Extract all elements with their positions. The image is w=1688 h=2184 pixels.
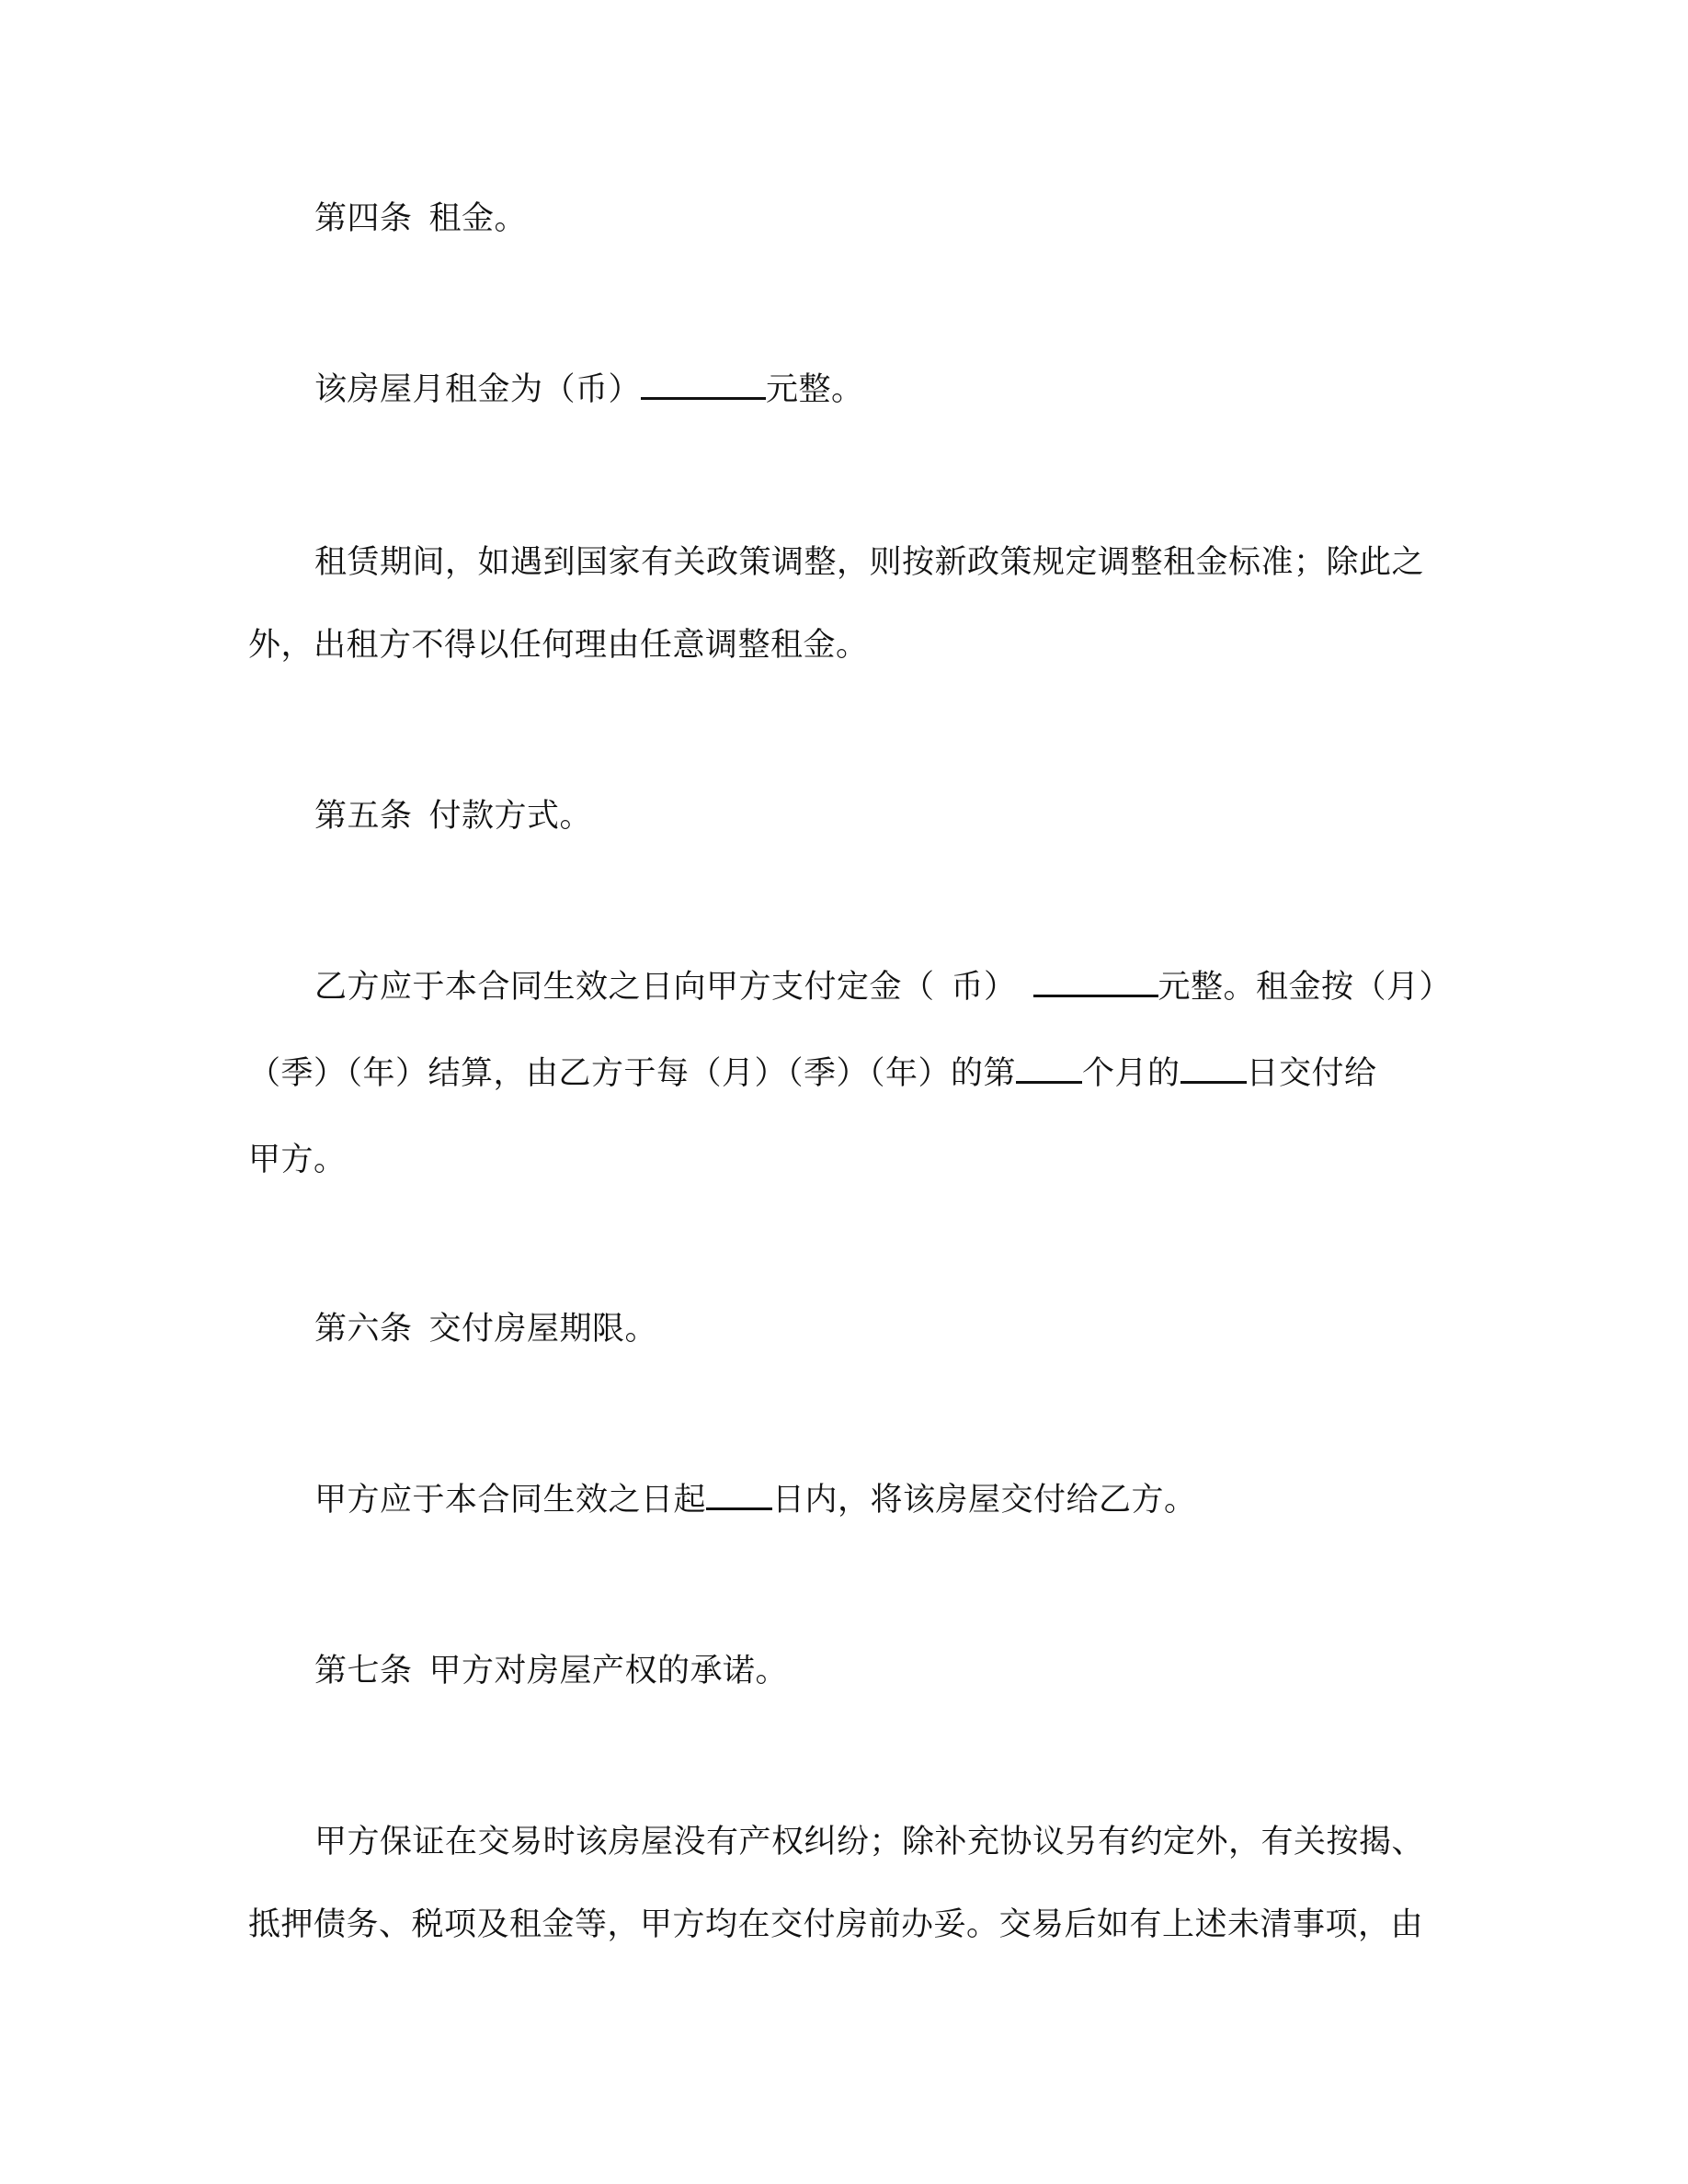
article7-number: 第七条 — [314, 1653, 413, 1689]
article7-body-line2: 抵押债务、税项及租金等，甲方均在交付房前办妥。交易后如有上述未清事项，由 — [248, 1906, 1424, 1943]
delivery-text-a: 甲方应于本合同生效之日起 — [314, 1482, 707, 1519]
rent-text-b: 元整。 — [766, 371, 864, 408]
payment-text-b: 个月的 — [1082, 1055, 1180, 1092]
deposit-text-a: 乙方应于本合同生效之日向甲方支付定金（ — [314, 969, 935, 1006]
article4-adjust-line2: 外，出租方不得以任何理由任意调整租金。 — [248, 627, 869, 664]
article4-heading — [314, 197, 527, 241]
article5-line1 — [314, 965, 1452, 1009]
delivery-text-b: 日内，将该房屋交付给乙方。 — [772, 1482, 1197, 1519]
article6-heading — [314, 1307, 657, 1351]
article6-body — [314, 1478, 1197, 1522]
article4-adjust-line1: 租赁期间，如遇到国家有关政策调整，则按新政策规定调整租金标准；除此之 — [314, 544, 1425, 581]
article5-line3: 甲方。 — [248, 1142, 347, 1178]
article5-title: 付款方式。 — [428, 798, 593, 835]
article6-title: 交付房屋期限。 — [428, 1311, 658, 1348]
article6-number: 第六条 — [314, 1311, 413, 1348]
article5-number: 第五条 — [314, 798, 413, 835]
payment-text-a: （季）（年）结算，由乙方于每（月）（季）（年）的第 — [248, 1055, 1017, 1092]
delivery-days-blank — [706, 1480, 772, 1510]
article5-heading — [314, 794, 592, 838]
article4-rent-line — [314, 368, 864, 412]
article4-number: 第四条 — [314, 200, 413, 237]
payment-day-blank — [1180, 1053, 1247, 1084]
deposit-text-c: 元整。租金按（月） — [1158, 969, 1453, 1006]
article5-line2 — [248, 1052, 1377, 1096]
deposit-text-b: 币） — [951, 969, 1017, 1006]
payment-text-c: 日交付给 — [1246, 1055, 1377, 1092]
deposit-amount-blank — [1033, 967, 1158, 997]
article7-title: 甲方对房屋产权的承诺。 — [428, 1653, 789, 1689]
rent-text-a: 该房屋月租金为（币） — [314, 371, 642, 408]
payment-month-blank — [1016, 1053, 1082, 1084]
article7-body-line1: 甲方保证在交易时该房屋没有产权纠纷；除补充协议另有约定外，有关按揭、 — [314, 1824, 1425, 1860]
rent-amount-blank — [641, 370, 766, 400]
article7-heading — [314, 1649, 788, 1693]
article4-title: 租金。 — [428, 200, 528, 237]
